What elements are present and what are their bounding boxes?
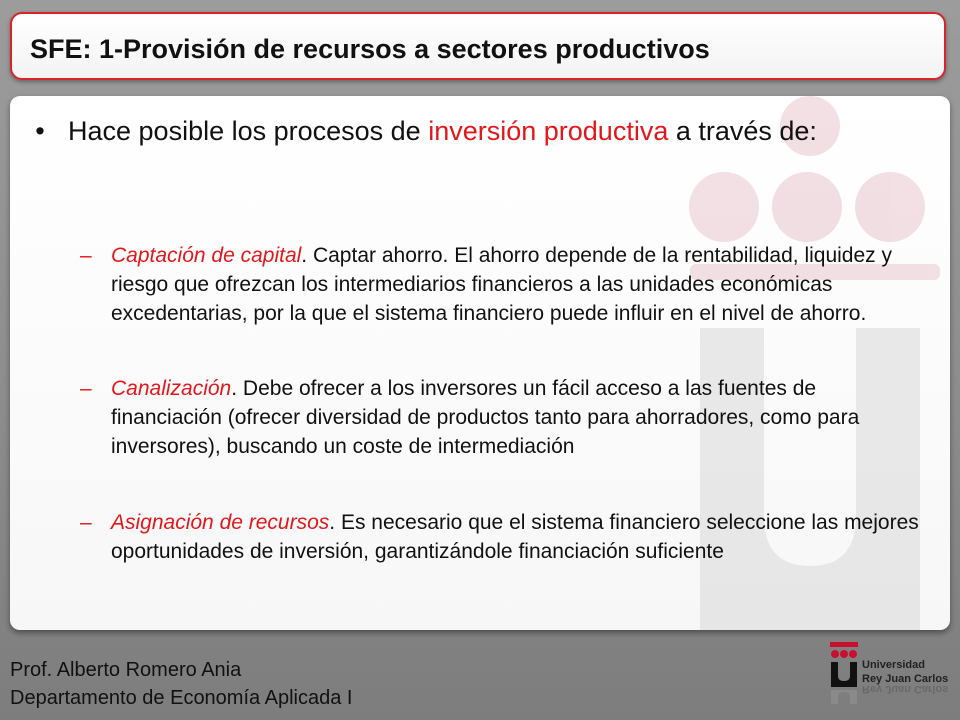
university-logo-icon (826, 632, 862, 712)
logo-reflection-line: Rey Juan Carlos (862, 683, 949, 695)
main-bullet-text (68, 114, 928, 148)
subitem-text (111, 241, 920, 328)
subitem-body: . Es necesario que el sistema financiero seleccione las mejores oportunidades de inversión, garantizándole financiación suficiente (111, 511, 919, 563)
subitem-label: Canalización (111, 377, 232, 400)
dash-marker: – (80, 377, 92, 400)
footer-author: Prof. Alberto Romero Ania (10, 659, 242, 681)
subitem-label: Captación de capital (111, 244, 302, 267)
bullet-text-after: a través de: (668, 116, 817, 146)
slide-content (10, 96, 950, 630)
slide-title-box (10, 12, 946, 80)
dash-marker: – (80, 511, 92, 534)
dash-marker: – (80, 244, 92, 267)
subitem-body: . Captar ahorro. El ahorro depende de la rentabilidad, liquidez y riesgo que ofrezcan los intermediarios financieros a las unidades económicas excedentarias, por la que el sistema financiero puede influir en el nivel de ahorro. (111, 244, 893, 325)
subitem-body: . Debe ofrecer a los inversores un fácil acceso a las fuentes de financiación (ofrecer diversidad de productos tanto para ahorradores, como para inversores), buscando un coste de intermediación (111, 377, 860, 458)
bullet-marker: • (35, 116, 45, 146)
footer (10, 656, 352, 712)
subitem-label: Asignación de recursos (111, 511, 330, 534)
slide-title: SFE: 1-Provisión de recursos a sectores productivos (30, 34, 710, 64)
bullet-highlight: inversión productiva (428, 116, 669, 146)
logo-reflection (862, 682, 948, 696)
bullet-text-before: Hace posible los procesos de (68, 116, 429, 146)
footer-department: Departamento de Economía Aplicada I (10, 687, 353, 709)
subitem-text (111, 374, 920, 461)
logo-line2: Rey Juan Carlos (862, 673, 949, 685)
logo-line1: Universidad (862, 659, 925, 671)
university-logo (826, 632, 952, 712)
subitem-text (111, 508, 920, 566)
